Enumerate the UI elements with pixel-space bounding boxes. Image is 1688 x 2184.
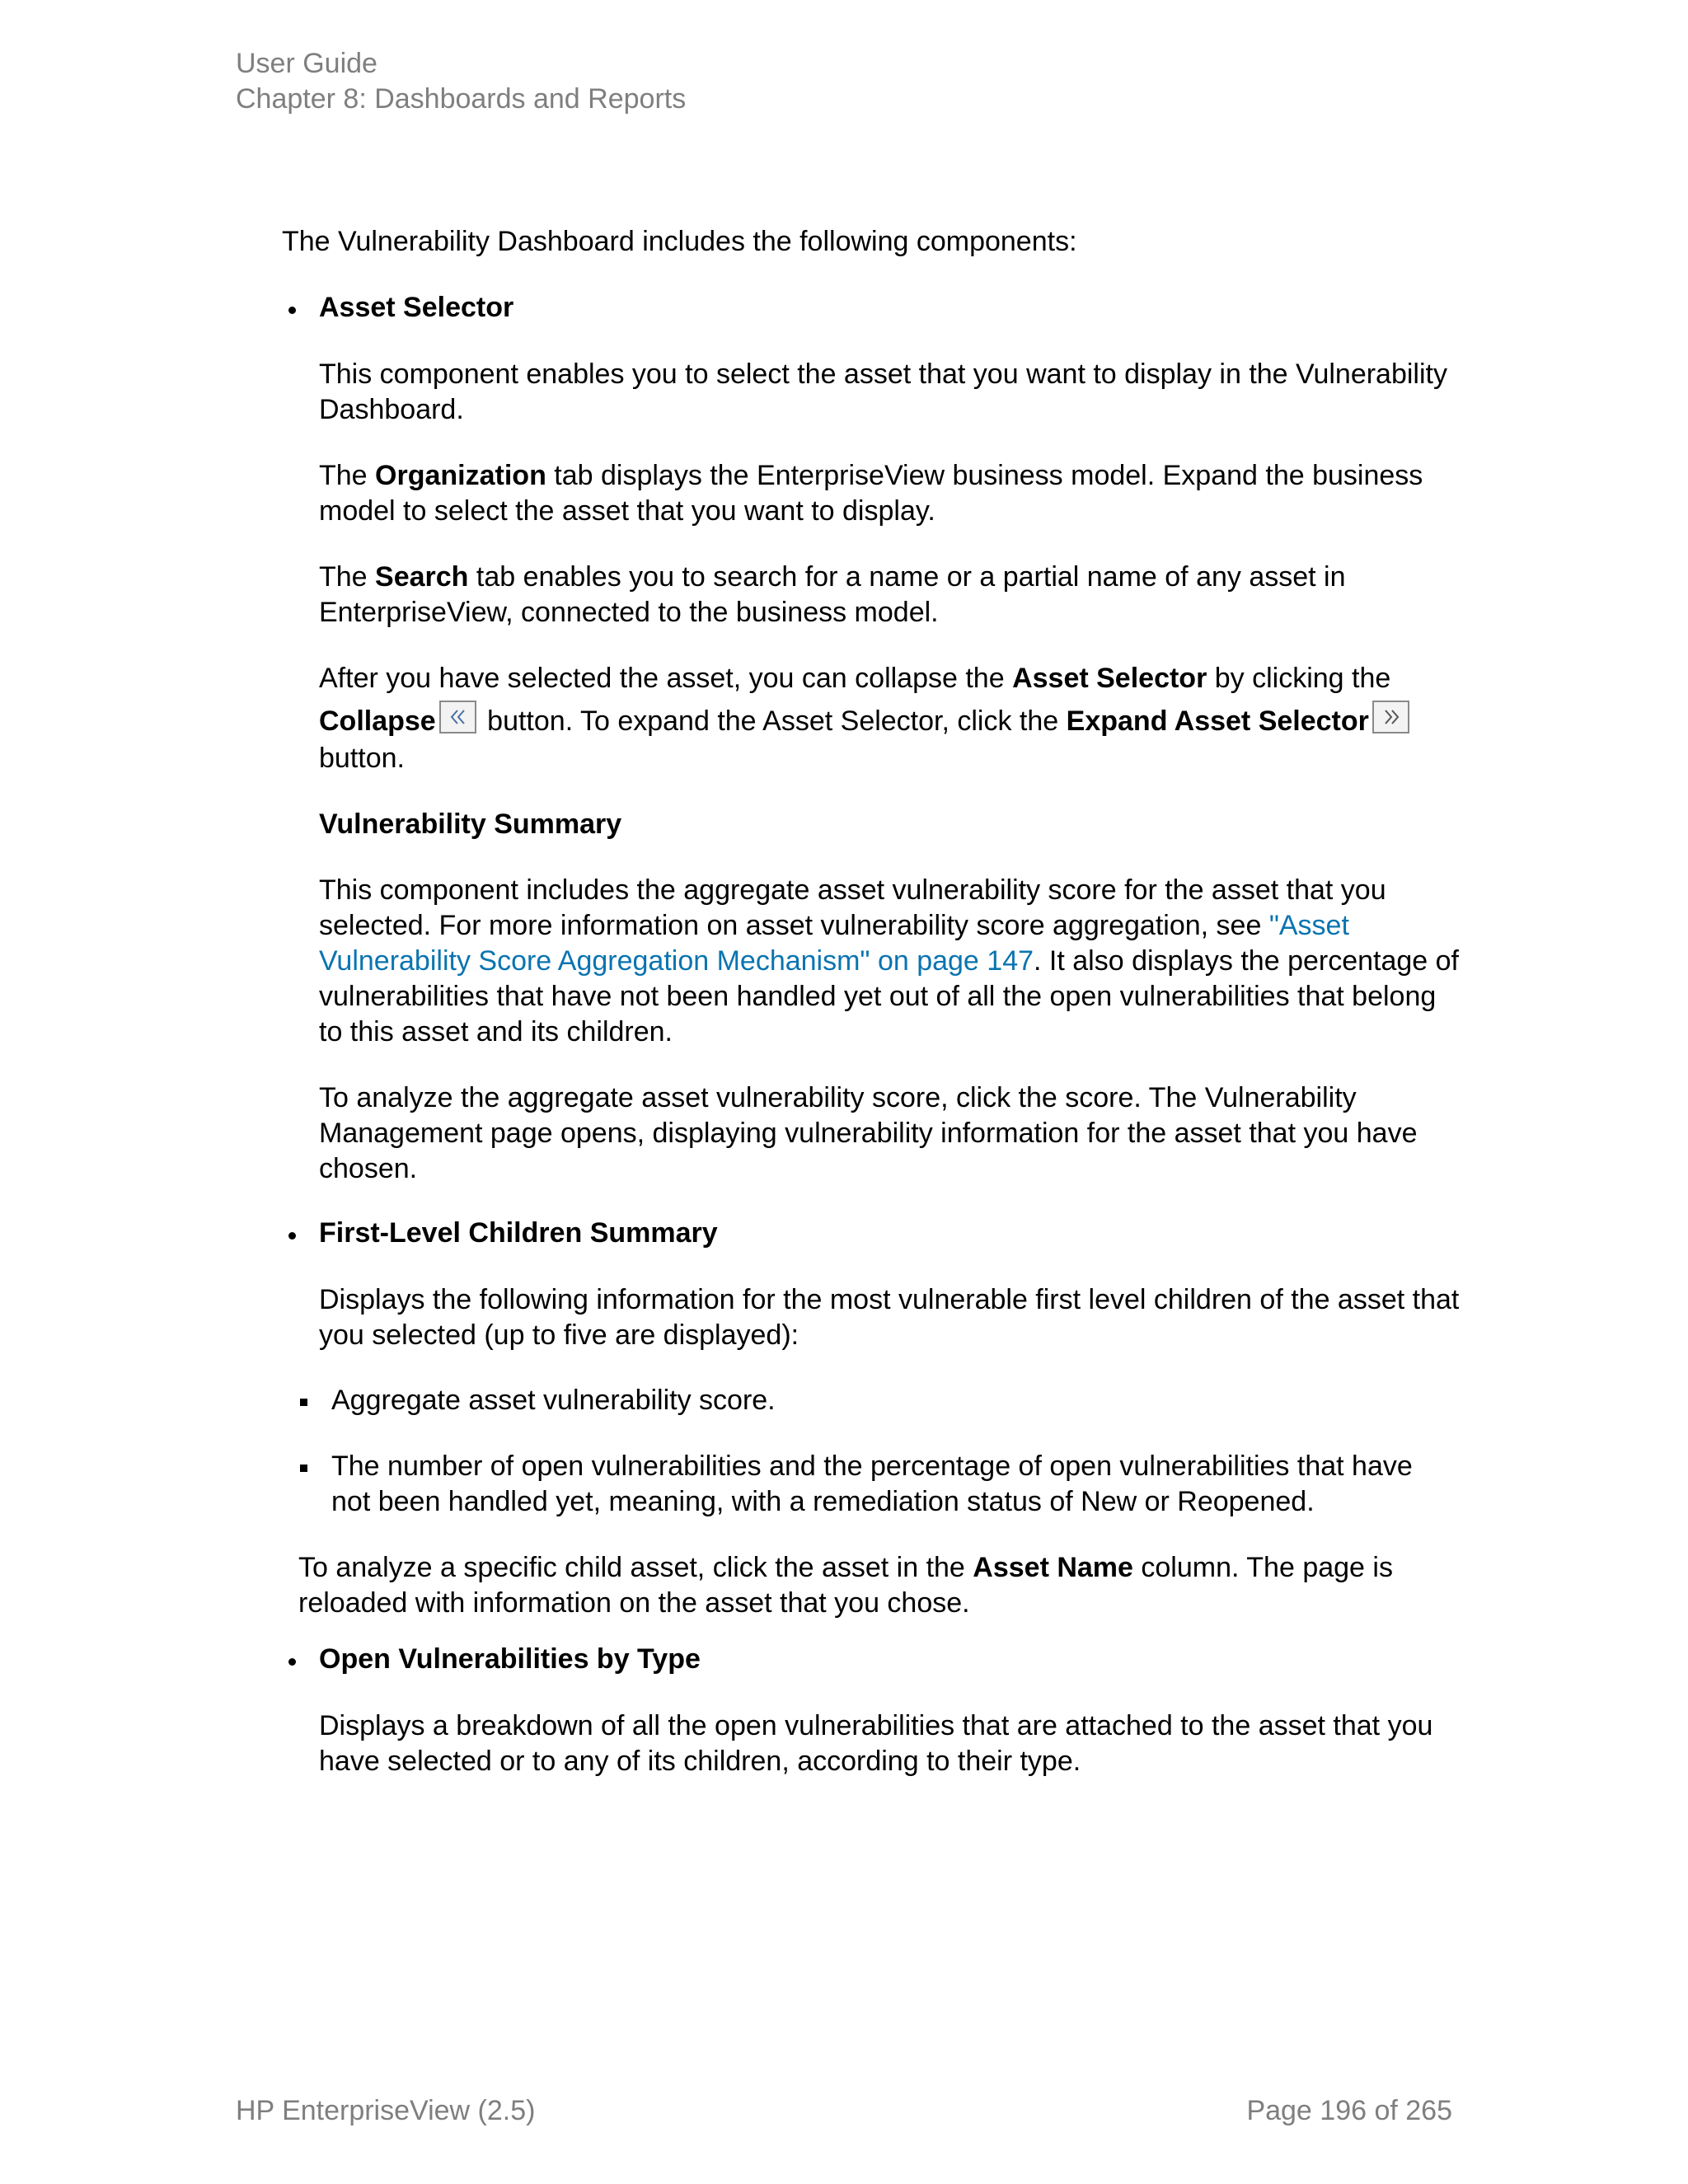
open-vulnerabilities-description: Displays a breakdown of all the open vulnerabilities that are attached to the asset that you have selected or to any of its children, according to their type. — [319, 1710, 1433, 1777]
asset-selector-heading: Asset Selector — [319, 292, 514, 323]
guide-title: User Guide — [236, 48, 377, 79]
asset-selector-description: This component enables you to select the asset that you want to display in the Vulnerability Dashboard. — [319, 359, 1447, 425]
search-term: Search — [375, 561, 469, 593]
collapse-button[interactable] — [439, 701, 476, 733]
collapse-paragraph-line3: button. — [319, 743, 405, 774]
footer-product: HP EnterpriseView (2.5) — [236, 2095, 536, 2126]
list-item: Aggregate asset vulnerability score. — [331, 1385, 776, 1416]
search-tab-paragraph: The Search tab enables you to search for a name or a partial name of any asset in EnterpriseView, connected to the business model. — [319, 561, 1346, 628]
double-chevron-right-icon — [1381, 707, 1402, 727]
expand-asset-selector-button[interactable] — [1372, 701, 1409, 733]
footer-page-number: Page 196 of 265 — [1246, 2095, 1452, 2126]
asset-name-term: Asset Name — [973, 1552, 1133, 1583]
analyze-score-paragraph: To analyze the aggregate asset vulnerability score, click the score. The Vulnerability Management page opens, displaying vulnerability information for the asset that you have chosen. — [319, 1082, 1418, 1184]
list-item: The number of open vulnerabilities and the percentage of open vulnerabilities that have not been handled yet, meaning, with a remediation status of New or Reopened. — [331, 1451, 1413, 1517]
bullet-square — [300, 1399, 307, 1406]
vulnerability-summary-description: This component includes the aggregate asset vulnerability score for the asset that you selected. For more information on asset vulnerability score aggregation, see "Asset Vulnerability Score Aggregation Mechanism" on page 147. It also displays the percentage of vulnerabilities that have not been handled yet out of all the open vulnerabilities that belong to this asset and its children. — [319, 874, 1460, 1047]
aggregation-mechanism-link[interactable]: "Asset Vulnerability Score Aggregation Mechanism" on page 147 — [319, 910, 1349, 977]
analyze-child-paragraph: To analyze a specific child asset, click the asset in the Asset Name column. The page is reloaded with information on the asset that you chose. — [298, 1552, 1393, 1619]
open-vulnerabilities-heading: Open Vulnerabilities by Type — [319, 1643, 701, 1675]
first-level-description: Displays the following information for the most vulnerable first level children of the asset that you selected (up to five are displayed): — [319, 1284, 1460, 1351]
organization-tab-paragraph: The Organization tab displays the EnterpriseView business model. Expand the business model to select the asset that you want to display. — [319, 460, 1423, 527]
bullet-dot — [288, 1658, 296, 1666]
bullet-dot — [288, 1232, 296, 1240]
collapse-paragraph-line2: Collapse button. To expand the Asset Selector, click the Expand Asset Selector — [319, 701, 1461, 739]
first-level-children-heading: First-Level Children Summary — [319, 1217, 718, 1249]
collapse-paragraph-line1: After you have selected the asset, you can collapse the Asset Selector by clicking the — [319, 663, 1391, 694]
chapter-title: Chapter 8: Dashboards and Reports — [236, 83, 687, 115]
bullet-dot — [288, 307, 296, 314]
organization-term: Organization — [375, 460, 546, 491]
vulnerability-summary-heading: Vulnerability Summary — [319, 808, 622, 840]
intro-paragraph: The Vulnerability Dashboard includes the following components: — [282, 226, 1077, 257]
double-chevron-left-icon — [448, 707, 469, 727]
running-header — [236, 46, 686, 117]
bullet-square — [300, 1465, 307, 1472]
